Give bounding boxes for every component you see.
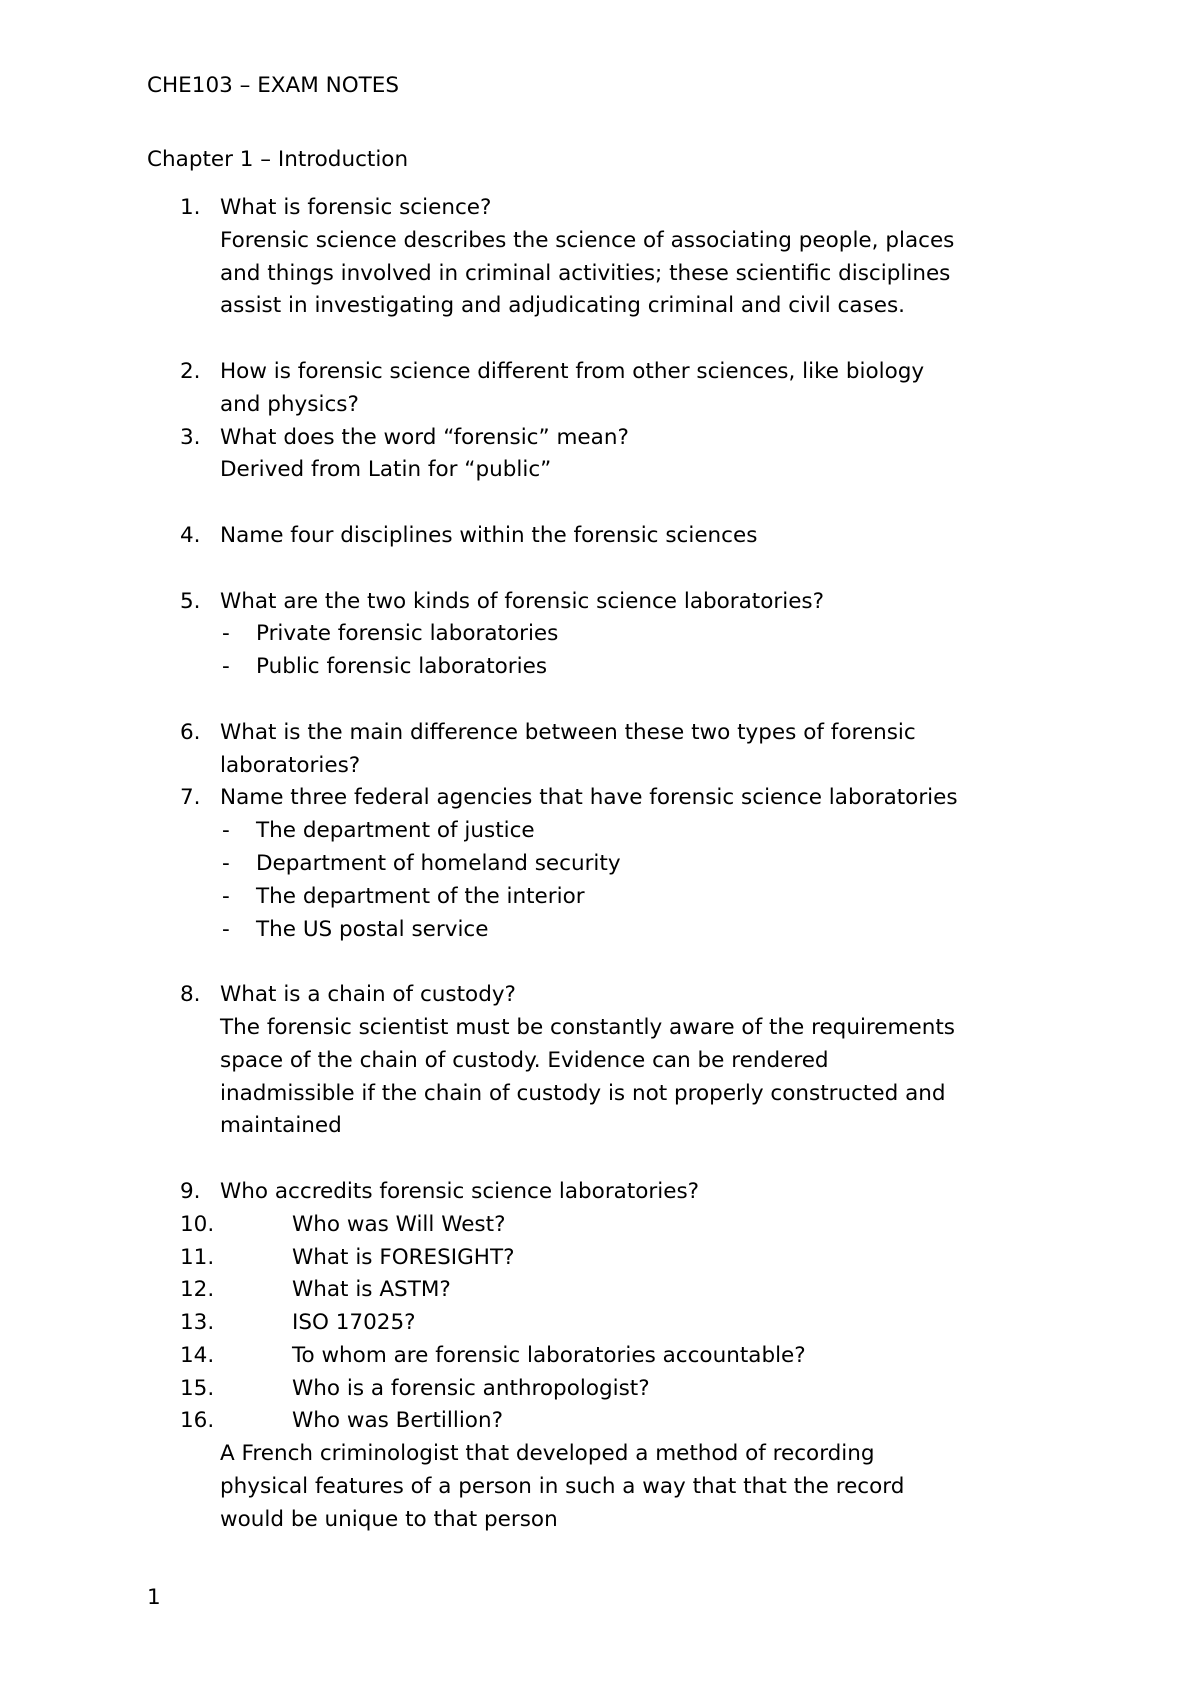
question-text: and physics? — [220, 391, 359, 417]
question-line — [0, 356, 1200, 389]
dash-bullet-icon: - — [222, 621, 230, 647]
question-text: Who was Bertillion? — [292, 1408, 504, 1434]
bullet-text: Department of homeland security — [256, 850, 621, 876]
page-number: 1 — [147, 1585, 161, 1610]
bullet-text: The department of the interior — [256, 883, 585, 909]
bullet-item — [0, 881, 1200, 914]
question-number: 10. — [180, 1211, 215, 1237]
blank-line — [0, 323, 1200, 356]
answer-text: The forensic scientist must be constantly aware of the requirements — [220, 1014, 955, 1040]
dash-bullet-icon: - — [222, 818, 230, 844]
question-list — [0, 192, 1200, 1537]
question-number: 14. — [180, 1342, 215, 1368]
answer-line — [0, 1078, 1200, 1111]
question-number: 8. — [180, 982, 201, 1008]
question-text: How is forensic science different from other sciences, like biology — [220, 358, 925, 384]
question-number: 12. — [180, 1277, 215, 1303]
bullet-item — [0, 815, 1200, 848]
question-line — [0, 1405, 1200, 1438]
question-line — [0, 750, 1200, 783]
question-number: 11. — [180, 1244, 215, 1270]
answer-line — [0, 1471, 1200, 1504]
chapter-heading: Chapter 1 – Introduction — [147, 147, 409, 172]
question-number: 15. — [180, 1375, 215, 1401]
question-text: What is a chain of custody? — [220, 982, 516, 1008]
question-line — [0, 520, 1200, 553]
question-number: 2. — [180, 358, 201, 384]
question-text: What is forensic science? — [220, 195, 492, 220]
question-line — [0, 422, 1200, 455]
question-number: 9. — [180, 1178, 201, 1204]
question-line — [0, 717, 1200, 750]
question-number: 13. — [180, 1310, 215, 1336]
question-line — [0, 1340, 1200, 1373]
answer-text: would be unique to that person — [220, 1506, 558, 1532]
question-line — [0, 1242, 1200, 1275]
bullet-text: Public forensic laboratories — [256, 654, 548, 680]
answer-text: maintained — [220, 1113, 342, 1139]
bullet-item — [0, 914, 1200, 947]
question-number: 4. — [180, 522, 201, 548]
question-line — [0, 586, 1200, 619]
question-text: What are the two kinds of forensic science laboratories? — [220, 588, 825, 614]
question-line — [0, 1176, 1200, 1209]
bullet-text: The department of justice — [256, 818, 535, 844]
bullet-text: The US postal service — [256, 916, 489, 942]
question-line — [0, 1373, 1200, 1406]
question-text: What is ASTM? — [292, 1277, 451, 1303]
answer-line — [0, 1045, 1200, 1078]
question-text: Who is a forensic anthropologist? — [292, 1375, 650, 1401]
dash-bullet-icon: - — [222, 850, 230, 876]
dash-bullet-icon: - — [222, 883, 230, 909]
answer-line — [0, 1504, 1200, 1537]
answer-line — [0, 1012, 1200, 1045]
question-line — [0, 782, 1200, 815]
answer-text: space of the chain of custody. Evidence can be rendered — [220, 1047, 829, 1073]
bullet-item — [0, 618, 1200, 651]
answer-text: assist in investigating and adjudicating criminal and civil cases. — [220, 293, 905, 319]
question-line — [0, 1209, 1200, 1242]
question-number: 3. — [180, 424, 201, 450]
answer-text: Derived from Latin for “public” — [220, 457, 552, 483]
question-line — [0, 1307, 1200, 1340]
answer-text: Forensic science describes the science of associating people, places — [220, 227, 955, 253]
answer-text: inadmissible if the chain of custody is not properly constructed and — [220, 1080, 946, 1106]
dash-bullet-icon: - — [222, 916, 230, 942]
answer-line — [0, 225, 1200, 258]
blank-line — [0, 684, 1200, 717]
blank-line — [0, 487, 1200, 520]
question-line — [0, 979, 1200, 1012]
question-line — [0, 389, 1200, 422]
bullet-text: Private forensic laboratories — [256, 621, 559, 647]
answer-text: A French criminologist that developed a method of recording — [220, 1441, 875, 1467]
question-number: 7. — [180, 785, 201, 811]
question-text: Name four disciplines within the forensic sciences — [220, 522, 758, 548]
question-text: Who accredits forensic science laboratories? — [220, 1178, 700, 1204]
question-text: ISO 17025? — [292, 1310, 416, 1336]
dash-bullet-icon: - — [222, 654, 230, 680]
question-line — [0, 1274, 1200, 1307]
question-text: What is FORESIGHT? — [292, 1244, 515, 1270]
question-line — [0, 192, 1200, 225]
blank-line — [0, 946, 1200, 979]
answer-line — [0, 290, 1200, 323]
blank-line — [0, 1143, 1200, 1176]
answer-line — [0, 454, 1200, 487]
bullet-item — [0, 651, 1200, 684]
bullet-item — [0, 848, 1200, 881]
blank-line — [0, 553, 1200, 586]
answer-text: physical features of a person in such a way that that the record — [220, 1474, 905, 1500]
question-text: What is the main difference between these two types of forensic — [220, 719, 916, 745]
question-text: Who was Will West? — [292, 1211, 506, 1237]
question-number: 16. — [180, 1408, 215, 1434]
question-text: To whom are forensic laboratories accountable? — [292, 1342, 806, 1368]
document-title: CHE103 – EXAM NOTES — [147, 73, 399, 98]
question-number: 1. — [180, 195, 201, 220]
answer-line — [0, 258, 1200, 291]
question-text: What does the word “forensic” mean? — [220, 424, 629, 450]
question-number: 6. — [180, 719, 201, 745]
question-text: laboratories? — [220, 752, 361, 778]
answer-line — [0, 1110, 1200, 1143]
answer-text: and things involved in criminal activities; these scientific disciplines — [220, 260, 951, 286]
question-text: Name three federal agencies that have forensic science laboratories — [220, 785, 958, 811]
answer-line — [0, 1438, 1200, 1471]
question-number: 5. — [180, 588, 201, 614]
